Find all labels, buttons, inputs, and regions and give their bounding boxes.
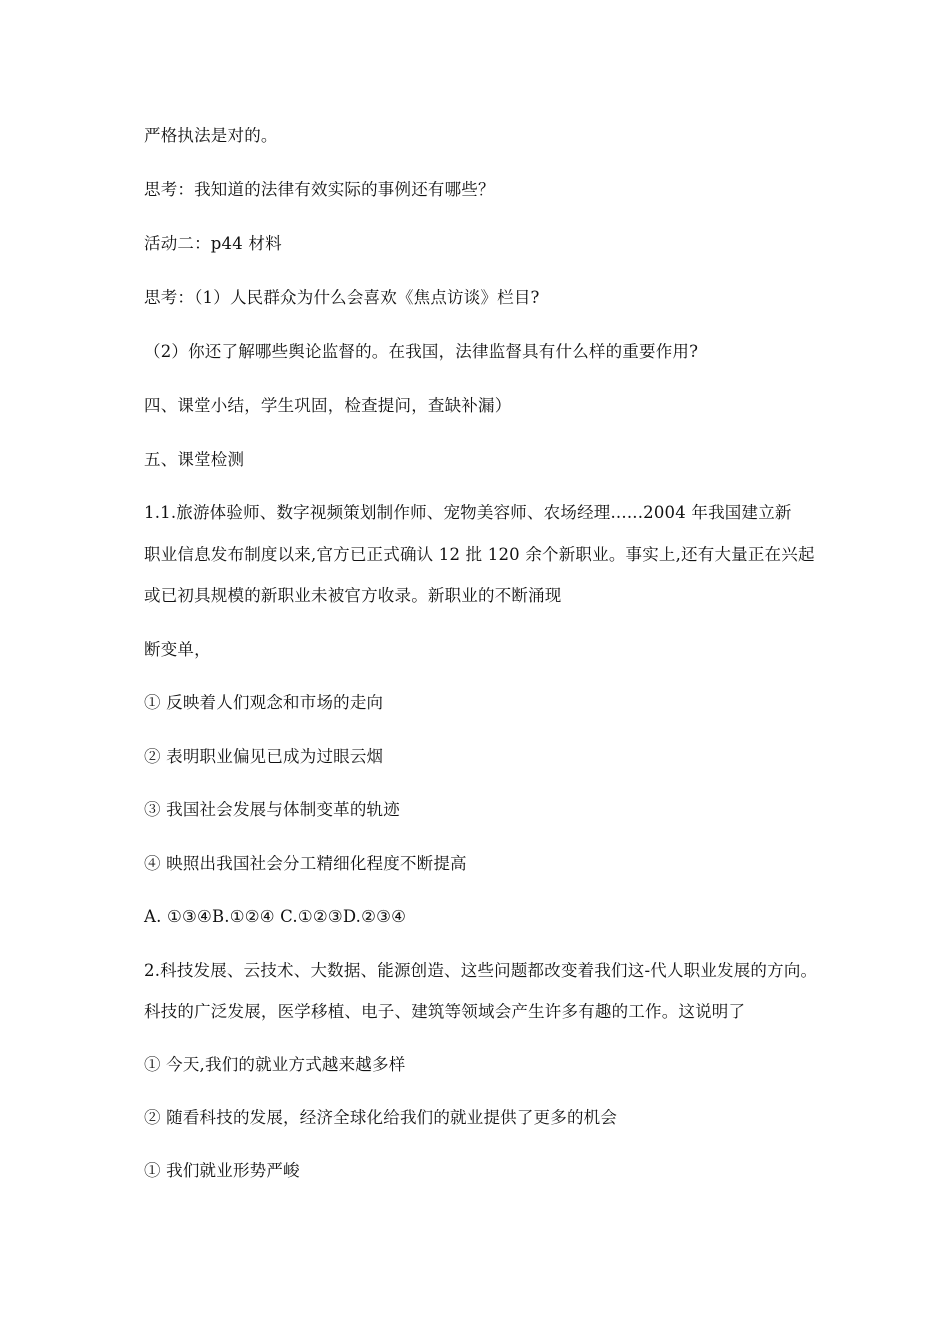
text-line: 思考：我知道的法律有效实际的事例还有哪些？ [144, 180, 495, 199]
section-heading: 五、课堂检测 [144, 450, 245, 469]
answer-choices: A. ①③④B.①②④ C.①②③D.②③④ [144, 907, 407, 926]
option-item: ① 我们就业形势严峻 [144, 1161, 300, 1180]
question-text: 科技的广泛发展，医学移植、电子、建筑等领域会产生许多有趣的工作。这说明了 [144, 1002, 746, 1021]
text-line: 思考：（1）人民群众为什么会喜欢《焦点访谈》栏目? [144, 288, 540, 307]
option-item: ② 表明职业偏见已成为过眼云烟 [144, 747, 384, 766]
question-text: 职业信息发布制度以来,官方已正式确认 12 批 120 余个新职业。事实上,还有大量正在兴起 [144, 545, 815, 564]
option-item: ② 随看科技的发展，经济全球化给我们的就业提供了更多的机会 [144, 1108, 618, 1127]
question-text: 或已初具规模的新职业未被官方收录。新职业的不断涌现 [144, 586, 562, 605]
text-line: （2）你还了解哪些舆论监督的。在我国，法律监督具有什么样的重要作用? [144, 342, 699, 361]
section-heading: 四、课堂小结，学生巩固，检查提问，查缺补漏） [144, 396, 512, 415]
option-item: ④ 映照出我国社会分工精细化程度不断提高 [144, 854, 467, 873]
question-text: 1.1.旅游体验师、数字视频策划制作师、宠物美容师、农场经理......2004 年我国建立新 [144, 503, 792, 522]
option-item: ① 今天,我们的就业方式越来越多样 [144, 1055, 406, 1074]
text-line: 活动二：p44 材料 [144, 234, 282, 253]
question-text: 断变单， [144, 640, 211, 659]
option-item: ① 反映着人们观念和市场的走向 [144, 693, 384, 712]
text-line: 严格执法是对的。 [144, 126, 278, 145]
question-text: 2.科技发展、云技术、大数据、能源创造、这些问题都改变着我们这-代人职业发展的方向。 [144, 961, 818, 980]
option-item: ③ 我国社会发展与体制变革的轨迹 [144, 800, 400, 819]
